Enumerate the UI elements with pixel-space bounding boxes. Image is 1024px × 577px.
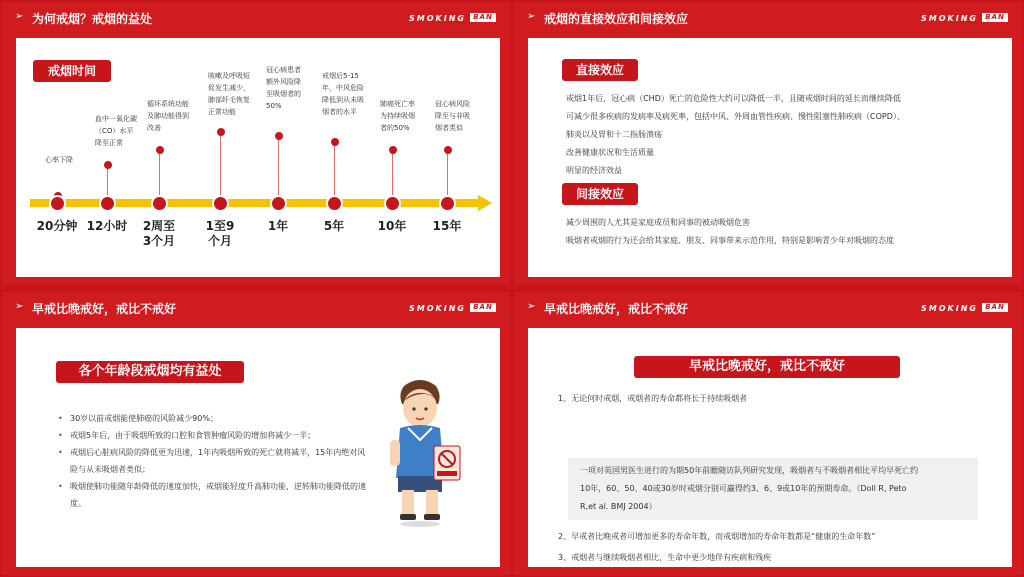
section-tag: 各个年龄段戒烟均有益处 xyxy=(56,361,244,383)
indirect-effect-tag: 间接效应 xyxy=(562,183,638,205)
section-tag: 早戒比晚戒好，戒比不戒好 xyxy=(634,356,900,378)
content-card xyxy=(528,38,1012,277)
timeline-description: 冠心病风险降至与非吸烟者类似 xyxy=(435,100,470,132)
timeline-description: 戒烟后5-15年，中风危险降低到从未吸烟者的水平 xyxy=(322,72,364,116)
text-line: 可减少很多疾病的发病率及病死率，包括中风、外周血管性疾病、慢性阻塞性肺疾病（COPD）、 xyxy=(566,112,905,121)
text-line: 肺炎以及胃和十二指肠溃疡 xyxy=(566,130,662,139)
timeline-time-label: 12小时 xyxy=(86,219,128,233)
timeline-time-label: 20分钟 xyxy=(36,219,78,233)
timeline-marker xyxy=(331,138,339,146)
timeline-node xyxy=(384,195,401,212)
text-line: 改善健康状况和生活质量 xyxy=(566,148,654,157)
list-item: • 30岁以前戒烟能使肺癌的风险减少90%； xyxy=(56,410,366,427)
slide-timeline[interactable] xyxy=(2,2,510,285)
content-card xyxy=(16,328,500,567)
timeline-node xyxy=(270,195,287,212)
content-card xyxy=(16,38,500,277)
section-tag: 戒烟时间 xyxy=(33,60,111,82)
timeline-description: 循环系统功能及肺功能得到改善 xyxy=(147,100,189,132)
timeline-time-label: 5年 xyxy=(323,219,345,233)
timeline-arrow-icon xyxy=(478,195,492,211)
timeline-marker xyxy=(104,161,112,169)
direct-effect-text xyxy=(566,90,1006,180)
timeline-connector xyxy=(220,132,221,203)
timeline-time-label: 2周至3个月 xyxy=(142,219,176,248)
slide-title: 早戒比晚戒好，戒比不戒好 xyxy=(32,302,177,316)
brand-text: SMOKING xyxy=(921,14,978,23)
timeline-marker xyxy=(389,146,397,154)
list-item: • 戒烟5年后，由于吸烟所致的口腔和食管肿瘤风险的增加将减少一半； xyxy=(56,427,366,444)
slide-effects[interactable] xyxy=(514,2,1022,285)
timeline-marker xyxy=(156,146,164,154)
point-2: 2、早戒者比晚戒者可增加更多的寿命年数，而戒烟增加的寿命年数都是“健康的生命年数” xyxy=(558,532,876,541)
arrow-icon: ➢ xyxy=(15,11,24,22)
slide-early-quit[interactable] xyxy=(514,292,1022,575)
timeline-time-label: 15年 xyxy=(432,219,462,233)
list-item: • 吸烟使肺功能随年龄降低的速度加快，戒烟能轻度升高肺功能，逆转肺功能降低的速度。 xyxy=(56,478,366,512)
timeline-marker xyxy=(217,128,225,136)
slide-age-benefits[interactable] xyxy=(2,292,510,575)
slide-title: 为何戒烟？戒烟的益处 xyxy=(32,12,153,26)
slide-title: 早戒比晚戒好，戒比不戒好 xyxy=(544,302,689,316)
slide-header xyxy=(514,2,1022,34)
timeline-node xyxy=(439,195,456,212)
text-line: 戒烟1年后，冠心病（CHD）死亡的危险性大约可以降低一半，且随戒烟时间的延长而继续降低 xyxy=(566,94,901,103)
text-line: 吸烟者戒烟的行为还会给其家庭、朋友、同事带来示范作用，特别是影响青少年对吸烟的态度 xyxy=(566,236,894,245)
timeline-node xyxy=(49,195,66,212)
content-card xyxy=(528,328,1012,567)
timeline-node xyxy=(212,195,229,212)
timeline-bar xyxy=(30,199,480,207)
timeline-description: 肺癌死亡率为持续吸烟者的50% xyxy=(380,100,415,132)
timeline-connector xyxy=(278,136,279,203)
point-3: 3、戒烟者与继续吸烟者相比，生命中更少地伴有疾病和残疾 xyxy=(558,553,772,562)
point-1: 1、无论何时戒烟，戒烟者的寿命都将长于持续吸烟者 xyxy=(558,394,748,403)
timeline-marker xyxy=(444,146,452,154)
arrow-icon: ➢ xyxy=(15,301,24,312)
brand-text: SMOKING xyxy=(409,14,466,23)
text-line: R,et al. BMJ 2004） xyxy=(580,502,657,511)
quote-text xyxy=(580,462,976,516)
brand-text: SMOKING xyxy=(921,304,978,313)
slide-header xyxy=(2,2,510,34)
timeline-description: 血中一氧化碳（CO）水平降至正常 xyxy=(95,115,137,147)
text-line: 10年，60、50、40或30岁时戒烟分别可赢得约3、6、9或10年的预期寿命。（Doll R, Peto xyxy=(580,484,907,493)
text-line: 一项对英国男医生进行的为期50年前瞻随访队列研究发现，吸烟者与不吸烟者相比平均早死亡约 xyxy=(580,466,919,475)
timeline-node xyxy=(99,195,116,212)
brand-box: BAN xyxy=(470,13,496,22)
arrow-icon: ➢ xyxy=(527,301,536,312)
quote-block xyxy=(568,458,978,520)
brand-box: BAN xyxy=(982,13,1008,22)
brand-box: BAN xyxy=(470,303,496,312)
brand-box: BAN xyxy=(982,303,1008,312)
indirect-effect-text xyxy=(566,214,1006,250)
timeline-description: 咳嗽及呼吸短促发生减少，肺部纤毛恢复正常功能 xyxy=(208,72,250,116)
text-line: 明显的经济效益 xyxy=(566,166,622,175)
direct-effect-tag: 直接效应 xyxy=(562,59,638,81)
timeline-time-label: 1年 xyxy=(267,219,289,233)
text-line: 减少周围的人尤其是家庭成员和同事的被动吸烟危害 xyxy=(566,218,750,227)
timeline-description: 心率下降 xyxy=(45,156,73,164)
slide-header xyxy=(514,292,1022,324)
slide-header xyxy=(2,292,510,324)
timeline-node xyxy=(151,195,168,212)
brand-text: SMOKING xyxy=(409,304,466,313)
arrow-icon: ➢ xyxy=(527,11,536,22)
timeline-description: 冠心病患者额外风险降至吸烟者的50% xyxy=(266,66,301,110)
slide-title: 戒烟的直接效应和间接效应 xyxy=(544,12,689,26)
bullet-list xyxy=(56,410,366,512)
list-item: • 戒烟后心脏病风险的降低更为迅速，1年内吸烟所致的死亡就将减半，15年内绝对风险与从未吸烟者类似； xyxy=(56,444,366,478)
timeline-marker xyxy=(275,132,283,140)
timeline-time-label: 1至9个月 xyxy=(205,219,235,248)
timeline-node xyxy=(326,195,343,212)
boy-holding-sign-illustration xyxy=(384,378,464,528)
timeline-connector xyxy=(334,142,335,203)
timeline-time-label: 10年 xyxy=(377,219,407,233)
